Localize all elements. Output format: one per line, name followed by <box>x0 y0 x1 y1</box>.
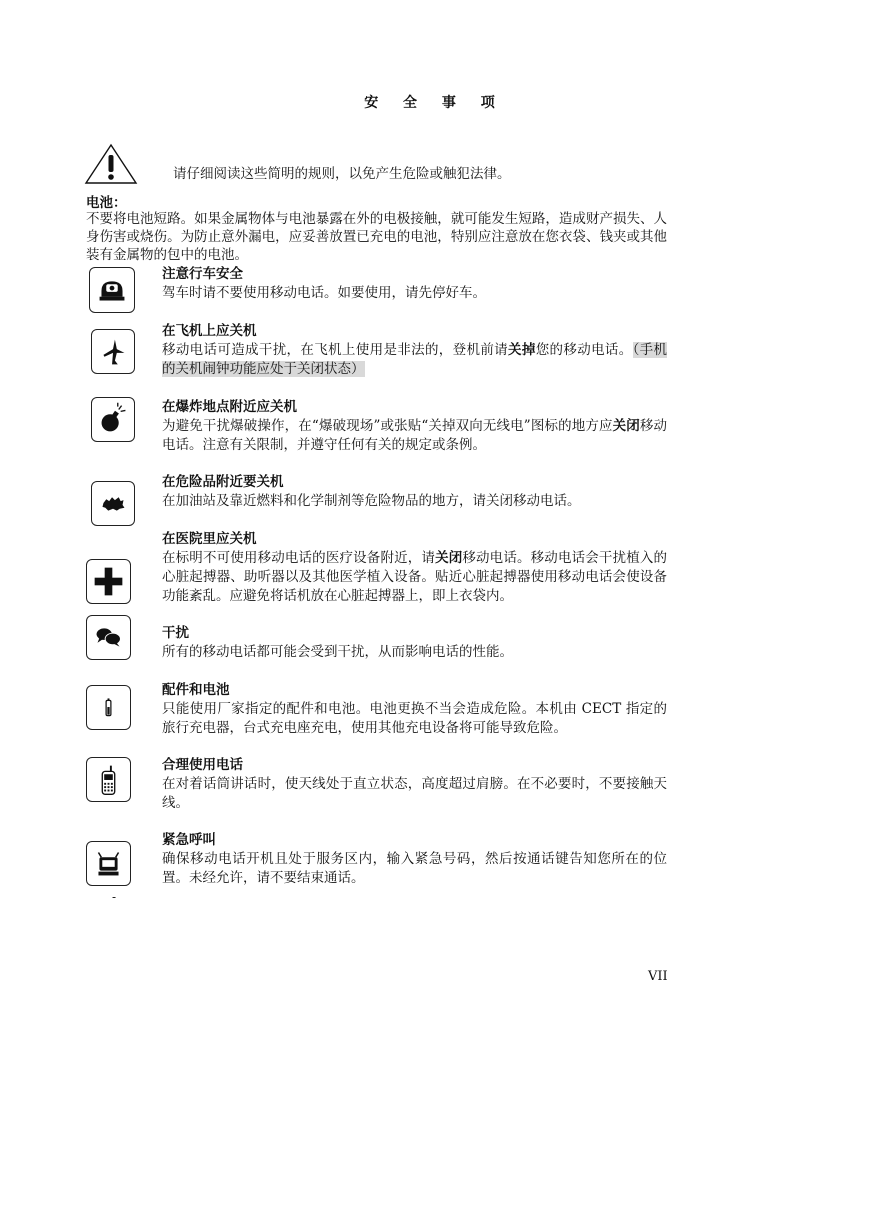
section-hospital <box>162 530 667 606</box>
section-text: 确保移动电话开机且处于服务区内，输入紧急号码，然后按通话键告知您所在的位置。未经允许，请不要结束通话。 <box>162 851 667 886</box>
section-text: 在标明不可使用移动电话的医疗设备附近，请关闭移动电话。移动电话会干扰植入的心脏起搏器、助听器以及其他医学植入设备。贴近心脏起搏器使用移动电话会使设备功能紊乱。应避免将话机放在心脏起搏器上，即上衣袋内。 <box>162 550 668 604</box>
section-accessories <box>162 681 667 738</box>
phone-icon <box>86 757 131 802</box>
section-text: 在对着话筒讲话时，使天线处于直立状态，高度超过肩膀。在不必要时，不要接触天线。 <box>162 776 667 811</box>
section-heading: 紧急呼叫 <box>162 832 216 848</box>
section-blasting <box>162 398 667 455</box>
section-text: 只能使用厂家指定的配件和电池。电池更换不当会造成危险。本机由 CECT 指定的旅行充电器，台式充电座充电，使用其他充电设备将可能导致危险。 <box>162 701 667 736</box>
section-text: 所有的移动电话都可能会受到干扰，从而影响电话的性能。 <box>162 644 513 660</box>
stray-mark: - <box>112 890 117 904</box>
intro-text: 请仔细阅读这些简明的规则，以免产生危险或触犯法律。 <box>173 166 511 182</box>
section-airplane <box>162 322 667 379</box>
emergency-icon <box>86 841 131 886</box>
section-heading: 干扰 <box>162 625 189 641</box>
car-icon <box>89 267 135 313</box>
medical-cross-icon <box>86 559 131 604</box>
warning-triangle-icon <box>84 143 138 185</box>
section-hazardous <box>162 473 667 511</box>
section-heading: 在危险品附近要关机 <box>162 474 284 490</box>
section-emergency <box>162 831 667 888</box>
hazard-icon <box>91 481 135 526</box>
page-number: VII <box>648 969 668 984</box>
section-text: 为避免干扰爆破操作，在“爆破现场”或张贴“关掉双向无线电”图标的地方应关闭移动电话。注意有关限制，并遵守任何有关的规定或条例。 <box>162 418 668 453</box>
section-driving <box>162 265 667 303</box>
interference-icon <box>86 615 131 660</box>
battery-heading: 电池： <box>86 195 127 211</box>
page-title: 安 全 事 项 <box>364 95 505 111</box>
highlighted-note: （手机的关机闹钟功能应处于关闭状态） <box>162 342 668 377</box>
battery-text: 不要将电池短路。如果金属物体与电池暴露在外的电极接触，就可能发生短路，造成财产损失、人身伤害或烧伤。为防止意外漏电，应妥善放置已充电的电池，特别应注意放在您衣袋、钱夹或其他装有金属物的包中的电池。 <box>86 211 667 263</box>
section-heading: 注意行车安全 <box>162 266 243 282</box>
section-heading: 在飞机上应关机 <box>162 323 257 339</box>
section-text: 在加油站及靠近燃料和化学制剂等危险物品的地方，请关闭移动电话。 <box>162 493 581 509</box>
airplane-icon <box>91 329 135 374</box>
section-heading: 在爆炸地点附近应关机 <box>162 399 297 415</box>
section-heading: 在医院里应关机 <box>162 531 257 547</box>
section-heading: 配件和电池 <box>162 682 230 698</box>
section-interference <box>162 624 667 662</box>
section-text: 移动电话可造成干扰，在飞机上使用是非法的，登机前请关掉您的移动电话。（手机的关机闹钟功能应处于关闭状态） <box>162 342 668 377</box>
battery-icon <box>86 685 131 730</box>
bomb-icon <box>91 397 135 442</box>
section-proper-use <box>162 756 667 813</box>
section-heading: 合理使用电话 <box>162 757 243 773</box>
section-text: 驾车时请不要使用移动电话。如要使用，请先停好车。 <box>162 285 486 301</box>
